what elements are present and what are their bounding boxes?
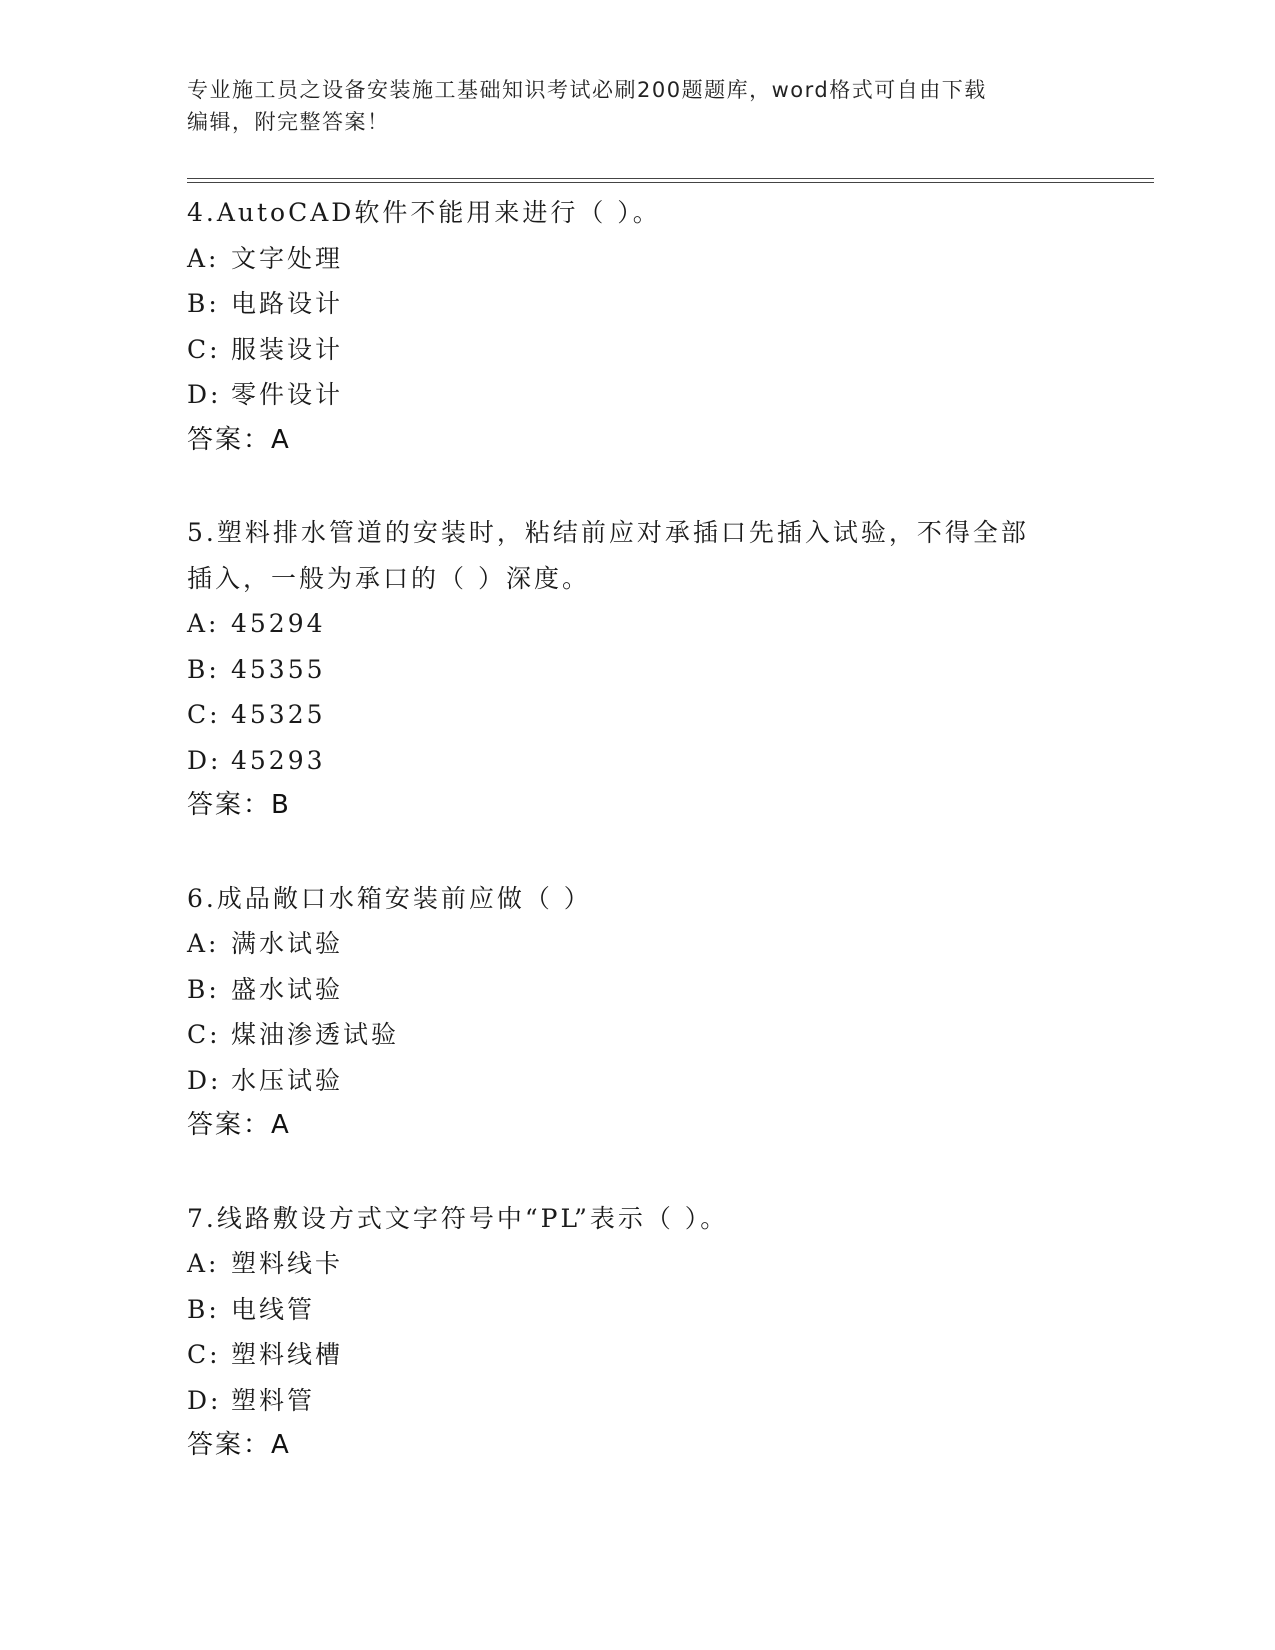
question-stem: 6.成品敞口水箱安装前应做（ ） bbox=[187, 883, 592, 913]
option-text: 零件设计 bbox=[231, 380, 344, 409]
answer-line: 答案：A bbox=[187, 1430, 291, 1460]
option-a bbox=[187, 921, 1087, 967]
question-4 bbox=[187, 190, 1087, 463]
option-letter: C: bbox=[187, 1020, 221, 1049]
option-text: 电路设计 bbox=[231, 289, 344, 318]
option-a bbox=[187, 236, 1087, 282]
option-text: 塑料线卡 bbox=[231, 1249, 344, 1278]
question-stem: 7.线路敷设方式文字符号中“PL”表示（ ）。 bbox=[187, 1203, 729, 1233]
option-text: 煤油渗透试验 bbox=[231, 1020, 400, 1049]
option-text: 服装设计 bbox=[231, 334, 344, 364]
option-text: 45294 bbox=[231, 609, 326, 638]
option-letter: D: bbox=[187, 1065, 222, 1095]
option-b bbox=[187, 647, 1087, 693]
option-d bbox=[187, 1378, 1087, 1424]
option-letter: A: bbox=[187, 1249, 220, 1278]
option-letter: B: bbox=[187, 1294, 220, 1324]
option-letter: B: bbox=[187, 289, 220, 318]
header-line-1: 专业施工员之设备安装施工基础知识考试必刷200题题库，word格式可自由下载 bbox=[187, 78, 987, 102]
option-text: 满水试验 bbox=[231, 929, 344, 958]
option-c bbox=[187, 1012, 1087, 1058]
header-divider-top bbox=[187, 178, 1154, 179]
option-letter: B: bbox=[187, 654, 220, 684]
option-d bbox=[187, 1058, 1087, 1104]
option-a bbox=[187, 601, 1087, 647]
question-6 bbox=[187, 876, 1087, 1149]
option-c bbox=[187, 1332, 1087, 1378]
option-text: 塑料线槽 bbox=[231, 1340, 344, 1369]
option-letter: B: bbox=[187, 974, 220, 1004]
option-letter: A: bbox=[187, 929, 220, 958]
question-stem: 4.AutoCAD软件不能用来进行（ ）。 bbox=[187, 198, 661, 227]
option-a bbox=[187, 1241, 1087, 1287]
option-letter: D: bbox=[187, 745, 222, 775]
header-divider-bottom bbox=[187, 182, 1154, 183]
question-5 bbox=[187, 510, 1087, 829]
option-b bbox=[187, 281, 1087, 327]
answer-line: 答案：A bbox=[187, 1110, 291, 1140]
option-letter: D: bbox=[187, 1385, 222, 1415]
option-text: 水压试验 bbox=[231, 1065, 344, 1095]
option-c bbox=[187, 692, 1087, 738]
option-letter: C: bbox=[187, 334, 221, 364]
document-header bbox=[187, 74, 1087, 138]
option-text: 45355 bbox=[231, 654, 326, 684]
option-b bbox=[187, 1287, 1087, 1333]
answer-line: 答案：B bbox=[187, 790, 291, 820]
question-list bbox=[187, 190, 1087, 1516]
option-letter: D: bbox=[187, 380, 222, 409]
question-stem: 5.塑料排水管道的安装时，粘结前应对承插口先插入试验，不得全部插入，一般为承口的（ ）深度。 bbox=[187, 518, 1029, 593]
option-text: 电线管 bbox=[231, 1294, 316, 1324]
option-letter: C: bbox=[187, 1340, 221, 1369]
question-7 bbox=[187, 1196, 1087, 1469]
option-text: 45293 bbox=[231, 745, 326, 775]
option-text: 塑料管 bbox=[231, 1385, 316, 1415]
option-text: 盛水试验 bbox=[231, 974, 344, 1004]
option-d bbox=[187, 738, 1087, 784]
option-text: 文字处理 bbox=[231, 243, 344, 273]
option-text: 45325 bbox=[231, 700, 326, 729]
answer-line: 答案：A bbox=[187, 424, 291, 455]
header-line-2: 编辑，附完整答案！ bbox=[187, 110, 390, 134]
option-c bbox=[187, 327, 1087, 373]
option-letter: C: bbox=[187, 700, 221, 729]
option-d bbox=[187, 372, 1087, 418]
option-letter: A: bbox=[187, 609, 220, 638]
option-letter: A: bbox=[187, 243, 220, 273]
option-b bbox=[187, 967, 1087, 1013]
